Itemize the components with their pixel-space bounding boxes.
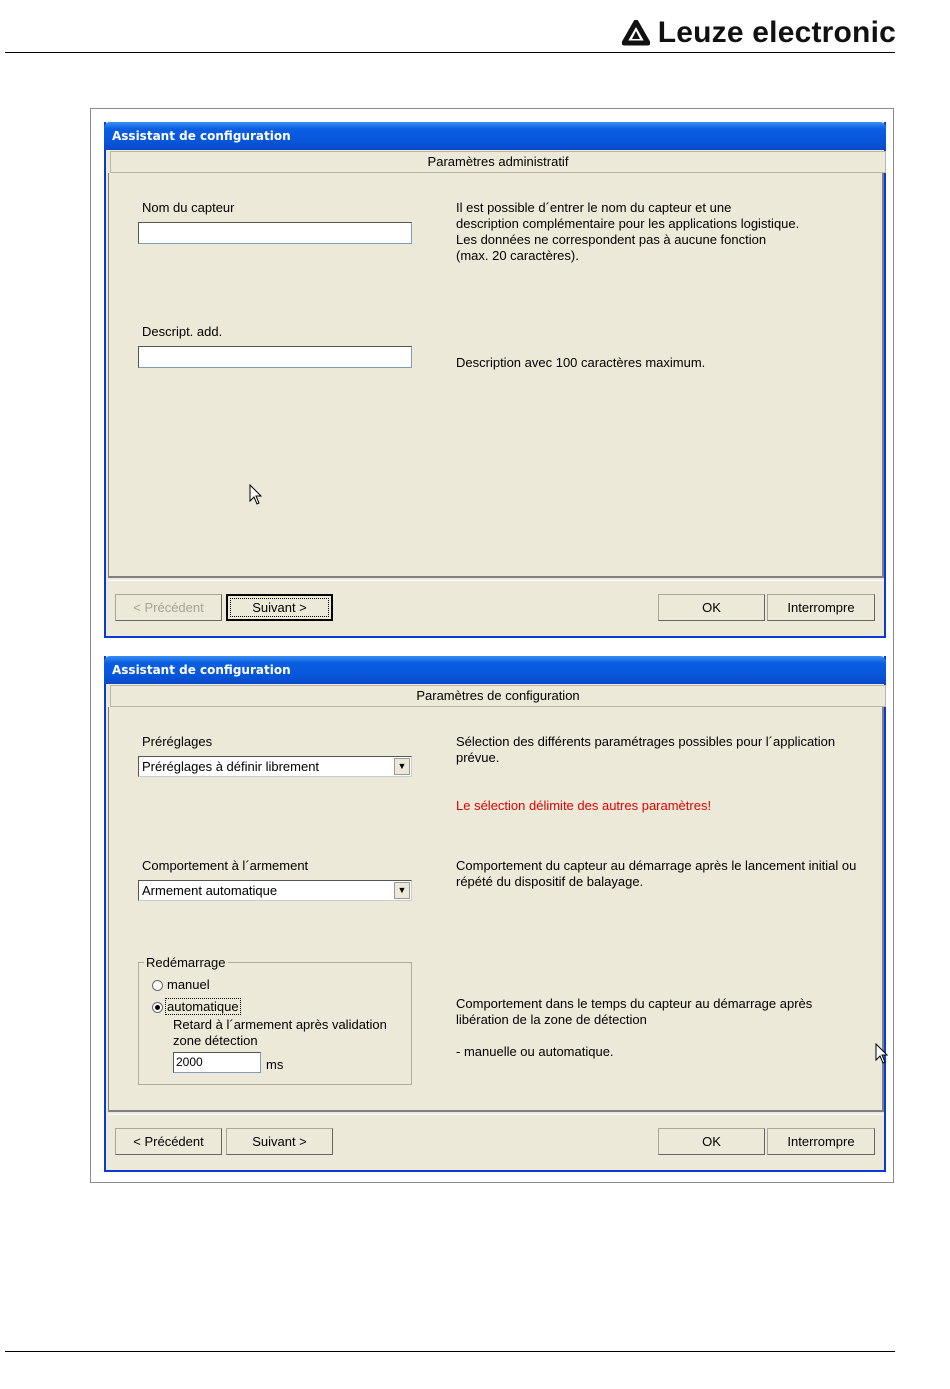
dialog-title-bar[interactable]: Assistant de configuration <box>104 656 886 684</box>
restart-delay-input[interactable]: 2000 <box>173 1052 261 1073</box>
sensor-name-help: Il est possible d´entrer le nom du capteur et une description complémentaire pour les applications logistique. Les données ne correspondent pas à aucune fonction (max. 20 caractères). <box>456 200 800 263</box>
description-label: Descript. add. <box>142 324 223 339</box>
section-header: Paramètres administratif <box>110 151 886 173</box>
restart-manual-label[interactable]: manuel <box>167 977 210 992</box>
presets-warning: Le sélection délimite des autres paramètres! <box>456 798 712 813</box>
mouse-cursor-icon <box>249 484 263 506</box>
presets-selected-value: Préréglages à définir librement <box>142 759 320 774</box>
presets-dropdown[interactable] <box>138 756 412 777</box>
dropdown-arrow-icon[interactable]: ▼ <box>394 758 410 775</box>
arming-selected-value: Armement automatique <box>142 883 278 898</box>
brand-logo <box>622 16 896 50</box>
section-header: Paramètres de configuration <box>110 685 886 707</box>
restart-auto-radio[interactable] <box>152 1002 163 1013</box>
restart-delay-unit: ms <box>266 1057 284 1072</box>
sensor-name-label: Nom du capteur <box>142 200 235 215</box>
cancel-button[interactable]: Interrompre <box>767 594 875 621</box>
header-rule <box>5 52 895 53</box>
button-area-divider <box>108 577 884 581</box>
dropdown-arrow-icon[interactable]: ▼ <box>394 882 410 899</box>
footer-rule <box>5 1351 895 1352</box>
restart-manual-radio[interactable] <box>152 980 163 991</box>
restart-help: Comportement dans le temps du capteur au démarrage après libération de la zone de détection - manuelle ou automatique. <box>456 996 813 1059</box>
presets-label: Préréglages <box>142 734 213 749</box>
button-area-divider <box>108 1111 884 1115</box>
restart-delay-label: Retard à l´armement après validation zone détection <box>173 1017 387 1048</box>
dialog-title-bar[interactable]: Assistant de configuration <box>104 122 886 150</box>
previous-button[interactable]: < Précédent <box>115 594 222 621</box>
cancel-button[interactable]: Interrompre <box>767 1128 875 1155</box>
sensor-name-input[interactable] <box>138 222 412 244</box>
presets-help: Sélection des différents paramétrages possibles pour l´application prévue. <box>456 734 836 765</box>
mouse-cursor-icon <box>875 1043 889 1065</box>
previous-button[interactable]: < Précédent <box>115 1128 222 1155</box>
arming-dropdown[interactable] <box>138 880 412 901</box>
ok-button[interactable]: OK <box>658 594 765 621</box>
config-wizard-dialog-admin <box>104 122 886 638</box>
next-button[interactable]: Suivant > <box>226 1128 333 1155</box>
config-wizard-dialog-config <box>104 656 886 1172</box>
description-help: Description avec 100 caractères maximum. <box>456 355 706 370</box>
ok-button[interactable]: OK <box>658 1128 765 1155</box>
restart-group-title: Redémarrage <box>146 955 226 970</box>
leuze-logo-icon <box>622 20 650 46</box>
next-button[interactable]: Suivant > <box>226 594 333 621</box>
restart-auto-label[interactable]: automatique <box>167 999 239 1014</box>
arming-label: Comportement à l´armement <box>142 858 309 873</box>
description-input[interactable] <box>138 346 412 368</box>
brand-name: Leuze electronic <box>657 16 896 49</box>
arming-help: Comportement du capteur au démarrage après le lancement initial ou répété du dispositif de balayage. <box>456 858 857 889</box>
